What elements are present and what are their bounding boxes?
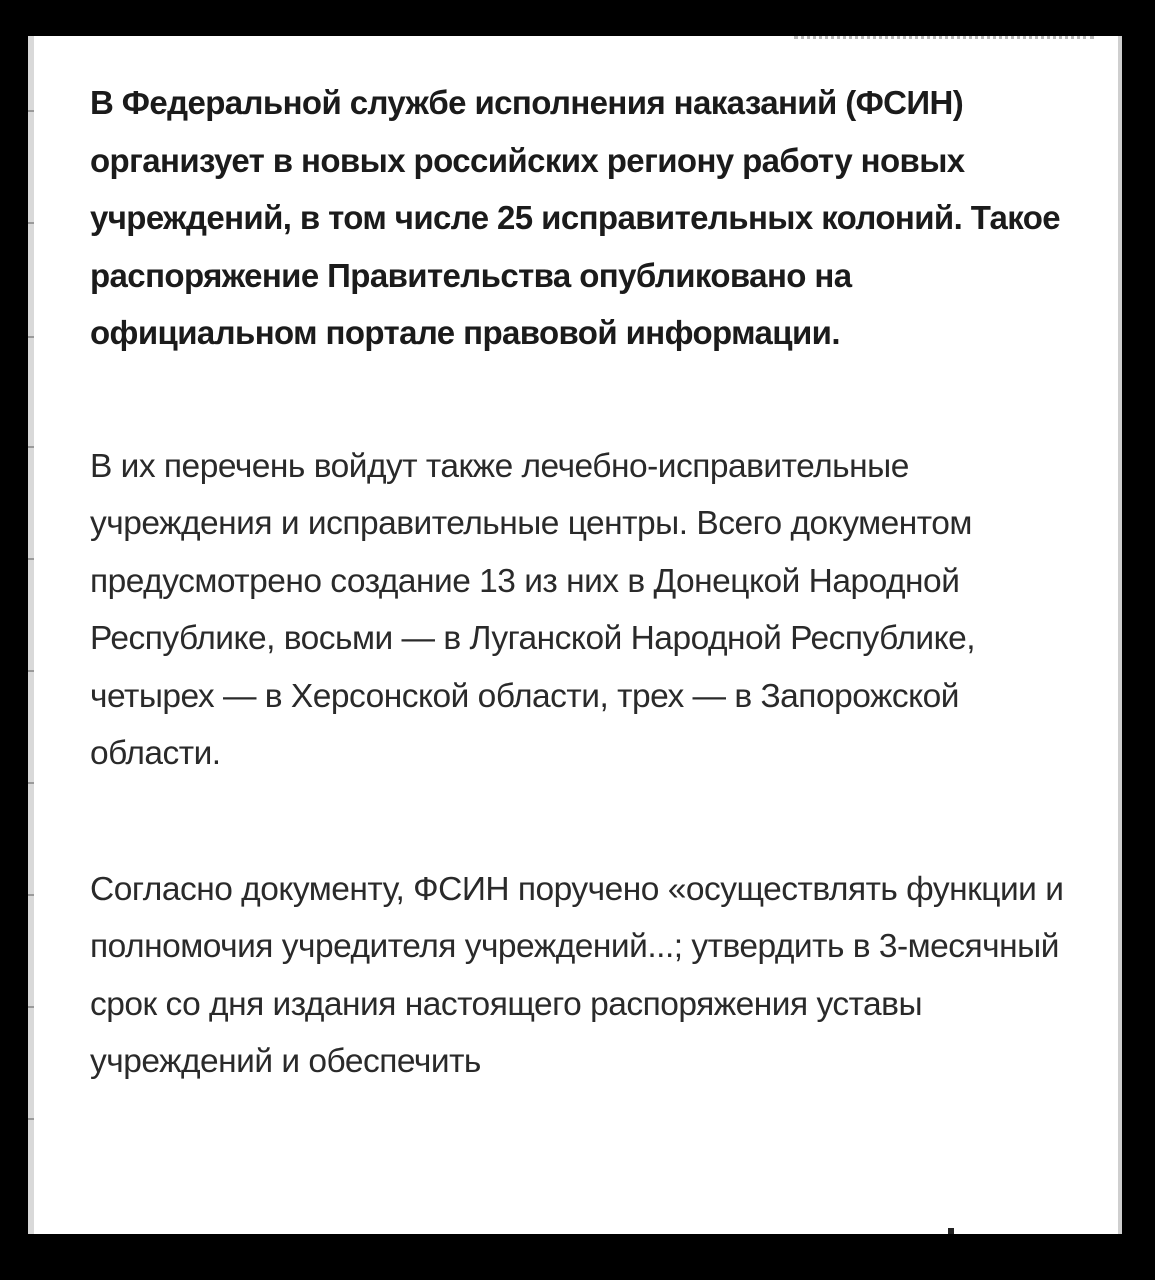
article-lead: В Федеральной службе исполнения наказаний (ФСИН) организует в новых российских региону работу новых учреждений, в том числе 25 исправительных колоний. Такое распоряжение Правительства опубликовано на официальном портале правовой информации. [90,84,1061,351]
edge-tick [28,782,34,784]
right-edge-strip [1118,36,1122,1234]
edge-tick [28,222,34,224]
top-cropped-text [794,36,1094,47]
edge-tick [28,446,34,448]
edge-tick [28,894,34,896]
left-edge-strip [28,36,34,1234]
edge-tick [28,1118,34,1120]
edge-tick [28,110,34,112]
article-body [90,74,1080,1091]
edge-tick [28,336,34,338]
edge-tick [28,1006,34,1008]
cropped-glyph [948,1228,954,1234]
edge-tick [28,558,34,560]
edge-tick [28,670,34,672]
article-page [28,36,1122,1234]
article-paragraph: Согласно документу, ФСИН поручено «осуществлять функции и полномочия учредителя учреждений...; утвердить в 3-месячный срок со дня издания настоящего распоряжения уставы учреждений и обеспечить [90,870,1064,1080]
article-paragraph: В их перечень войдут также лечебно-исправительные учреждения и исправительные центры. Всего документом предусмотрено создание 13 из них в Донецкой Народной Республике, восьми — в Луганской Народной Республике, четырех — в Херсонской области, трех — в Запорожской области. [90,447,976,772]
